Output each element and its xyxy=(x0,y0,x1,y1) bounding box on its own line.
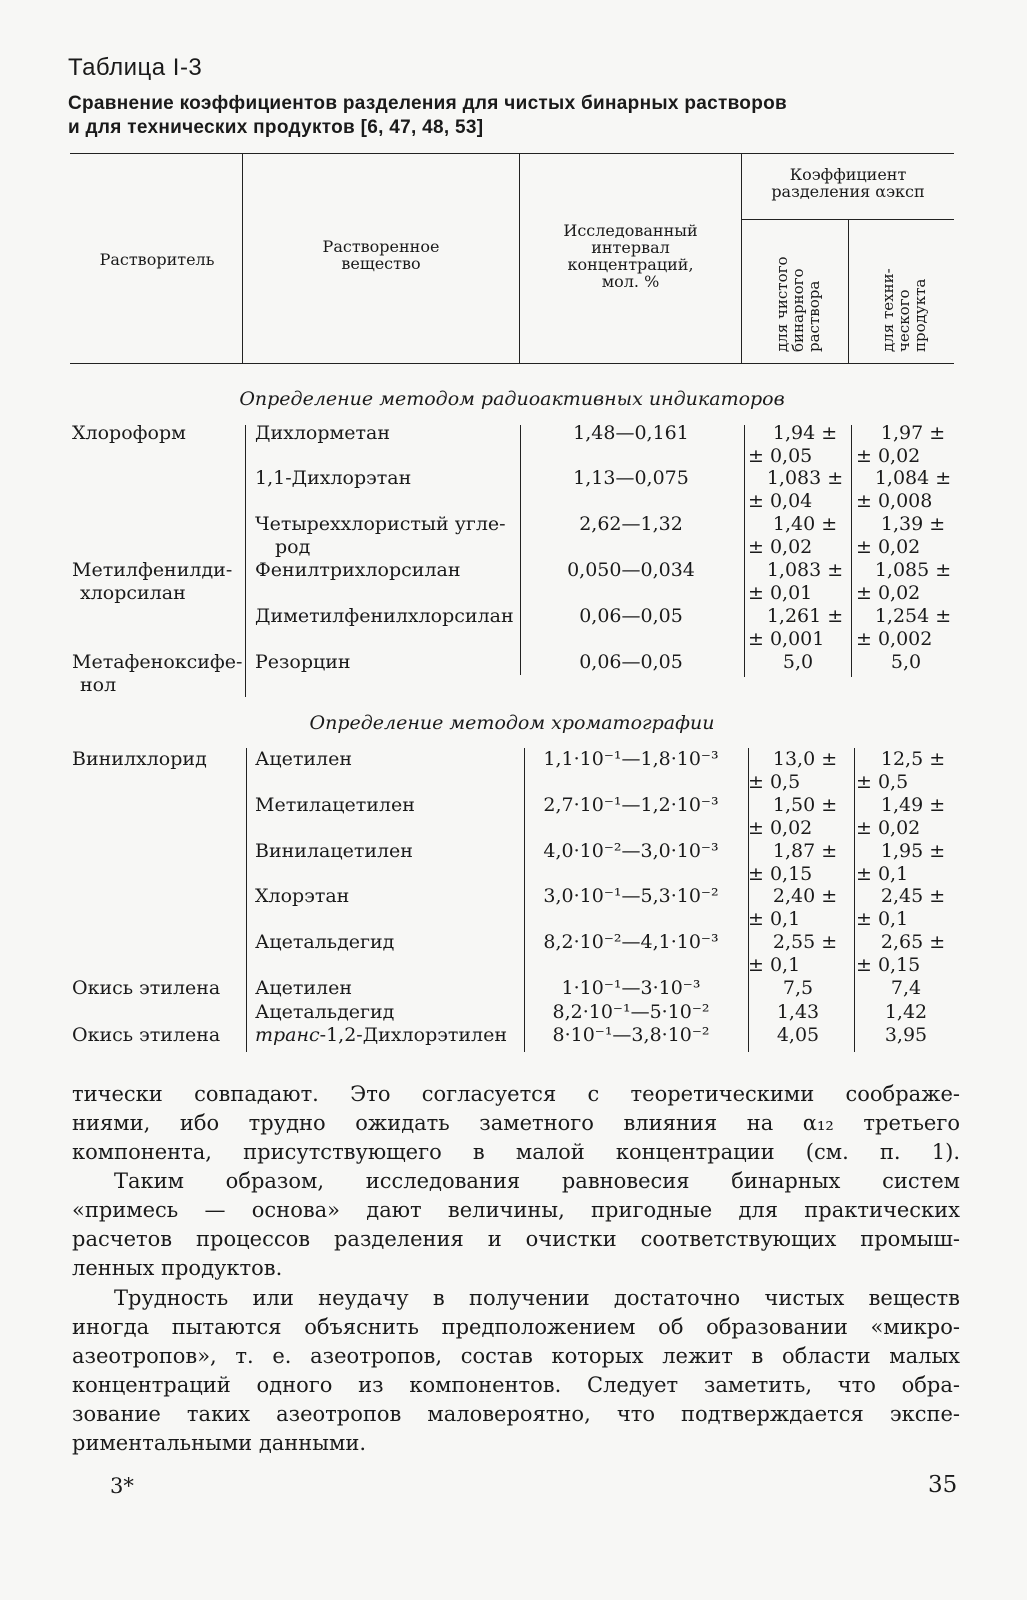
column-header-technical: для техни- ческого продукта xyxy=(879,268,929,352)
technical-coefficient-cell: 1,085 ± ± 0,02 xyxy=(856,559,952,604)
page-number: 35 xyxy=(928,1472,958,1498)
solvent-cell: Метафеноксифе- нол xyxy=(72,651,243,696)
column-divider xyxy=(246,748,247,1052)
pure-coefficient-cell: 2,40 ± ± 0,1 xyxy=(748,885,838,930)
signature-mark: 3* xyxy=(110,1474,134,1498)
range-cell: 1,48—0,161 xyxy=(573,422,689,444)
technical-coefficient-cell: 2,45 ± ± 0,1 xyxy=(856,885,946,930)
technical-coefficient-cell: 1,97 ± ± 0,02 xyxy=(856,422,946,467)
column-divider xyxy=(520,425,521,675)
pure-coefficient-cell: 13,0 ± ± 0,5 xyxy=(748,748,838,793)
range-cell: 1,13—0,075 xyxy=(573,467,689,489)
solute-cell: Хлорэтан xyxy=(255,885,350,907)
technical-coefficient-cell: 2,65 ± ± 0,15 xyxy=(856,931,946,976)
pure-coefficient-cell: 1,083 ± ± 0,04 xyxy=(748,467,844,512)
section-title-chromatography: Определение методом хроматографии xyxy=(309,712,715,734)
column-header-coefficient: Коэффициент разделения αэксп xyxy=(771,165,925,201)
pure-coefficient-cell: 1,87 ± ± 0,15 xyxy=(748,840,838,885)
solute-cell: Ацетилен xyxy=(255,748,353,770)
solvent-cell: Окись этилена xyxy=(72,1024,221,1046)
paragraph-2: Таким образом, исследования равновесия бинарных систем «примесь — основа» дают величины, пригодные для практических расчетов процессов разделения и очистки соответствующих промыш- ленных продуктов. xyxy=(72,1169,960,1280)
technical-coefficient-cell: 5,0 xyxy=(890,651,922,673)
range-cell: 8,2·10⁻²—4,1·10⁻³ xyxy=(543,931,719,953)
pure-coefficient-cell: 1,50 ± ± 0,02 xyxy=(748,794,838,839)
range-cell: 0,06—0,05 xyxy=(579,651,683,673)
solute-cell: Ацетальдегид xyxy=(255,1001,395,1023)
table-label: Таблица I-3 xyxy=(68,54,203,81)
table-top-rule xyxy=(70,153,954,154)
pure-coefficient-cell: 2,55 ± ± 0,1 xyxy=(748,931,838,976)
technical-coefficient-cell: 1,49 ± ± 0,02 xyxy=(856,794,946,839)
range-cell: 1·10⁻¹—3·10⁻³ xyxy=(561,977,701,999)
range-cell: 8,2·10⁻¹—5·10⁻² xyxy=(552,1001,710,1023)
solute-cell: Метилацетилен xyxy=(255,794,415,816)
solvent-cell: Окись этилена xyxy=(72,977,221,999)
solvent-cell: Винилхлорид xyxy=(72,748,207,770)
pure-coefficient-cell: 7,5 xyxy=(782,977,814,999)
paragraph-1: тически совпадают. Это согласуется с теоретическими соображе- ниями, ибо трудно ожидать заметного влияния на α₁₂ третьего компонента, присутствующего в малой концентрации (см. п. 1). xyxy=(72,1082,960,1164)
technical-coefficient-cell: 1,95 ± ± 0,1 xyxy=(856,840,946,885)
column-divider xyxy=(245,425,246,697)
caption-line-1: Сравнение коэффициентов разделения для чистых бинарных растворов xyxy=(68,93,787,114)
column-divider xyxy=(854,748,855,1052)
range-cell: 0,050—0,034 xyxy=(567,559,695,581)
pure-coefficient-cell: 4,05 xyxy=(776,1024,820,1046)
column-header-range: Исследованный интервал концентраций, мол. % xyxy=(563,221,698,291)
technical-coefficient-cell: 1,39 ± ± 0,02 xyxy=(856,513,946,558)
range-cell: 1,1·10⁻¹—1,8·10⁻³ xyxy=(543,748,719,770)
pure-coefficient-cell: 1,43 xyxy=(776,1001,820,1023)
column-header-solute: Растворенное вещество xyxy=(322,237,440,273)
solute-cell: Ацетальдегид xyxy=(255,931,395,953)
solute-cell: 1,1-Дихлорэтан xyxy=(255,467,412,489)
pure-coefficient-cell: 1,083 ± ± 0,01 xyxy=(748,559,844,604)
technical-coefficient-cell: 1,084 ± ± 0,008 xyxy=(856,467,952,512)
range-cell: 4,0·10⁻²—3,0·10⁻³ xyxy=(543,840,719,862)
solute-cell: Фенилтрихлорсилан xyxy=(255,559,461,581)
technical-coefficient-cell: 3,95 xyxy=(884,1024,928,1046)
technical-coefficient-cell: 12,5 ± ± 0,5 xyxy=(856,748,946,793)
range-cell: 2,7·10⁻¹—1,2·10⁻³ xyxy=(543,794,719,816)
solvent-cell: Метилфенилди- хлорсилан xyxy=(72,559,233,604)
table-caption xyxy=(68,92,948,140)
technical-coefficient-cell: 1,42 xyxy=(884,1001,928,1023)
column-divider xyxy=(851,425,852,677)
solute-cell: транс-1,2-Дихлорэтилен xyxy=(255,1024,508,1046)
range-cell: 3,0·10⁻¹—5,3·10⁻² xyxy=(543,885,719,907)
pure-coefficient-cell: 1,40 ± ± 0,02 xyxy=(748,513,838,558)
technical-coefficient-cell: 1,254 ± ± 0,002 xyxy=(856,605,952,650)
solute-cell: Резорцин xyxy=(255,651,351,673)
pure-coefficient-cell: 5,0 xyxy=(782,651,814,673)
column-divider xyxy=(744,425,745,677)
column-header-solvent: Растворитель xyxy=(99,250,215,269)
solute-cell: Диметилфенилхлорсилан xyxy=(255,605,514,627)
header-bottom-rule xyxy=(70,363,954,364)
range-cell: 0,06—0,05 xyxy=(579,605,683,627)
solute-cell: Четыреххлористый угле- род xyxy=(255,513,506,558)
solute-cell: Дихлорметан xyxy=(255,422,391,444)
section-title-radio: Определение методом радиоактивных индикаторов xyxy=(239,388,785,410)
range-cell: 8·10⁻¹—3,8·10⁻² xyxy=(552,1024,710,1046)
column-header-pure: для чистого бинарного раствора xyxy=(773,256,823,352)
pure-coefficient-cell: 1,261 ± ± 0,001 xyxy=(748,605,844,650)
pure-coefficient-cell: 1,94 ± ± 0,05 xyxy=(748,422,838,467)
solute-cell: Винилацетилен xyxy=(255,840,413,862)
paragraph-3: Трудность или неудачу в получении достаточно чистых веществ иногда пытаются объяснить предположением об образовании «микро- азеотропов», т. е. азеотропов, состав которых лежит в области малых концентраций одного из компонентов. Следует заметить, что обра- зование таких азеотропов маловероятно, что подтверждается экспе- риментальными данными. xyxy=(72,1286,960,1455)
technical-coefficient-cell: 7,4 xyxy=(890,977,922,999)
range-cell: 2,62—1,32 xyxy=(579,513,683,535)
solute-cell: Ацетилен xyxy=(255,977,353,999)
header-divider xyxy=(848,219,849,363)
caption-line-2: и для технических продуктов [6, 47, 48, 53] xyxy=(68,117,484,138)
solvent-cell: Хлороформ xyxy=(72,422,186,444)
